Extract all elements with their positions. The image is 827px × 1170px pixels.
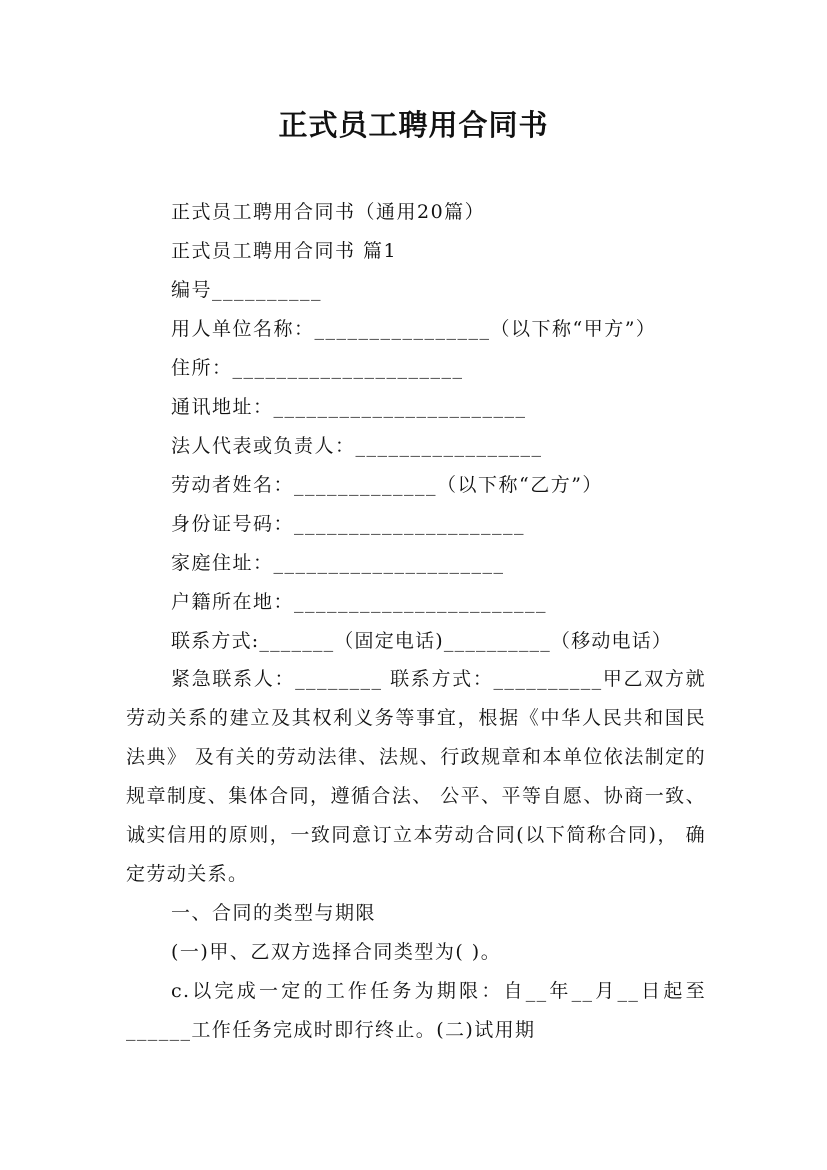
agreement-paragraph: 紧急联系人：________ 联系方式：__________甲乙双方就劳动关系的建立及其权利义务等事宜，根据《中华人民共和国民法典》 及有关的劳动法律、法规、行政规章和本单位依法制定的规章制度、集体合同，遵循合法、 公平、平等自愿、协商一致、诚实信用的原则，一致同意订立本劳动合同(以下简称合同)， 确定劳动关系。 [126, 668, 706, 885]
household-registration-field: 户籍所在地：_______________________ [171, 591, 548, 613]
home-address-field: 家庭住址：_____________________ [171, 552, 505, 574]
employer-name-field: 用人单位名称：________________（以下称“甲方”） [171, 318, 657, 340]
id-number-field: 身份证号码：_____________________ [171, 513, 526, 535]
employee-name-field: 劳动者姓名：_____________（以下称“乙方”） [171, 474, 603, 496]
contact-methods-field: 联系方式:_______（固定电话)__________（移动电话） [171, 630, 673, 652]
section-heading: 正式员工聘用合同书 篇1 [171, 240, 398, 262]
subtitle-line: 正式员工聘用合同书（通用20篇） [171, 201, 486, 223]
task-term-paragraph: c.以完成一定的工作任务为期限：自__年__月__日起至______工作任务完成时即行终止。(二)试用期 [126, 980, 706, 1041]
residence-field: 住所：_____________________ [171, 357, 464, 379]
contract-number-field: 编号__________ [171, 279, 323, 301]
contract-type-clause: (一)甲、乙双方选择合同类型为( )。 [171, 941, 502, 963]
legal-representative-field: 法人代表或负责人：_________________ [171, 435, 543, 457]
page-title: 正式员工聘用合同书 [278, 108, 549, 142]
mailing-address-field: 通讯地址：_______________________ [171, 396, 527, 418]
contract-type-heading: 一、合同的类型与期限 [171, 902, 377, 924]
